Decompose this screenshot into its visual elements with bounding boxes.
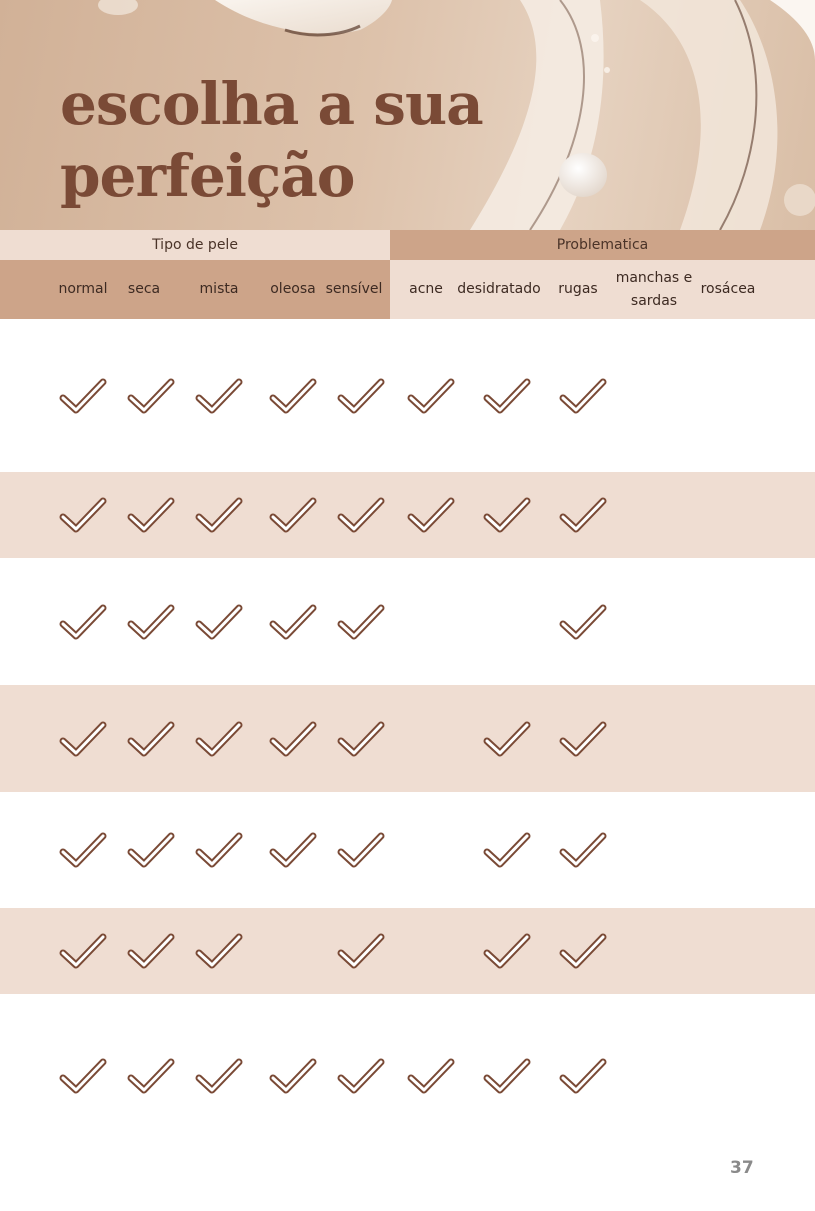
group-label-problems: Problematica bbox=[556, 237, 649, 253]
check-icon bbox=[337, 377, 385, 415]
check-icon bbox=[269, 720, 317, 758]
check-icon bbox=[59, 377, 107, 415]
check-icon bbox=[483, 932, 531, 970]
check-icon bbox=[269, 603, 317, 641]
check-icon bbox=[337, 831, 385, 869]
check-icon bbox=[337, 603, 385, 641]
check-icon bbox=[483, 496, 531, 534]
hero-banner bbox=[0, 0, 815, 230]
check-icon bbox=[59, 720, 107, 758]
check-icon bbox=[127, 932, 175, 970]
check-icon bbox=[195, 496, 243, 534]
group-header-problems bbox=[390, 230, 815, 260]
table-row bbox=[0, 319, 815, 472]
check-icon bbox=[483, 377, 531, 415]
check-icon bbox=[195, 603, 243, 641]
table-row bbox=[0, 685, 815, 792]
title-line-1: escolha a sua bbox=[60, 70, 483, 138]
column-header-rugas: rugas bbox=[558, 281, 598, 297]
check-icon bbox=[195, 1057, 243, 1095]
table-row bbox=[0, 472, 815, 558]
column-header-rosacea: rosácea bbox=[700, 281, 756, 297]
check-icon bbox=[195, 720, 243, 758]
check-icon bbox=[127, 603, 175, 641]
check-icon bbox=[559, 932, 607, 970]
check-icon bbox=[483, 720, 531, 758]
check-icon bbox=[195, 932, 243, 970]
table-row bbox=[0, 558, 815, 685]
check-icon bbox=[559, 603, 607, 641]
table-row bbox=[0, 994, 815, 1158]
column-header-manchas-e-sardas: manchas e sardas bbox=[615, 269, 693, 309]
check-icon bbox=[59, 831, 107, 869]
check-icon bbox=[127, 720, 175, 758]
column-header-seca: seca bbox=[127, 281, 161, 297]
check-icon bbox=[559, 720, 607, 758]
column-header-desidratado: desidratado bbox=[457, 281, 541, 297]
column-header-mista: mista bbox=[199, 281, 239, 297]
check-icon bbox=[407, 1057, 455, 1095]
check-icon bbox=[127, 1057, 175, 1095]
table-row bbox=[0, 792, 815, 908]
group-label-skin-type: Tipo de pele bbox=[152, 237, 238, 253]
check-icon bbox=[559, 377, 607, 415]
check-icon bbox=[559, 496, 607, 534]
page-title bbox=[60, 68, 483, 212]
check-icon bbox=[407, 496, 455, 534]
check-icon bbox=[59, 1057, 107, 1095]
check-icon bbox=[559, 831, 607, 869]
check-icon bbox=[127, 496, 175, 534]
check-icon bbox=[269, 496, 317, 534]
check-icon bbox=[59, 932, 107, 970]
check-icon bbox=[195, 377, 243, 415]
check-icon bbox=[483, 831, 531, 869]
check-icon bbox=[337, 1057, 385, 1095]
table-row bbox=[0, 908, 815, 994]
column-header-oleosa: oleosa bbox=[270, 281, 316, 297]
check-icon bbox=[483, 1057, 531, 1095]
check-icon bbox=[269, 1057, 317, 1095]
check-icon bbox=[127, 831, 175, 869]
page-number: 37 bbox=[730, 1158, 754, 1178]
column-header-sensivel: sensível bbox=[325, 281, 383, 297]
check-icon bbox=[407, 377, 455, 415]
title-line-2: perfeição bbox=[60, 142, 355, 210]
check-icon bbox=[559, 1057, 607, 1095]
column-header-acne: acne bbox=[409, 281, 443, 297]
column-header-normal: normal bbox=[58, 281, 108, 297]
check-icon bbox=[269, 831, 317, 869]
check-icon bbox=[269, 377, 317, 415]
group-header-skin-type bbox=[0, 230, 390, 260]
check-icon bbox=[195, 831, 243, 869]
check-icon bbox=[59, 496, 107, 534]
check-icon bbox=[59, 603, 107, 641]
check-icon bbox=[337, 720, 385, 758]
check-icon bbox=[337, 932, 385, 970]
check-icon bbox=[127, 377, 175, 415]
check-icon bbox=[337, 496, 385, 534]
